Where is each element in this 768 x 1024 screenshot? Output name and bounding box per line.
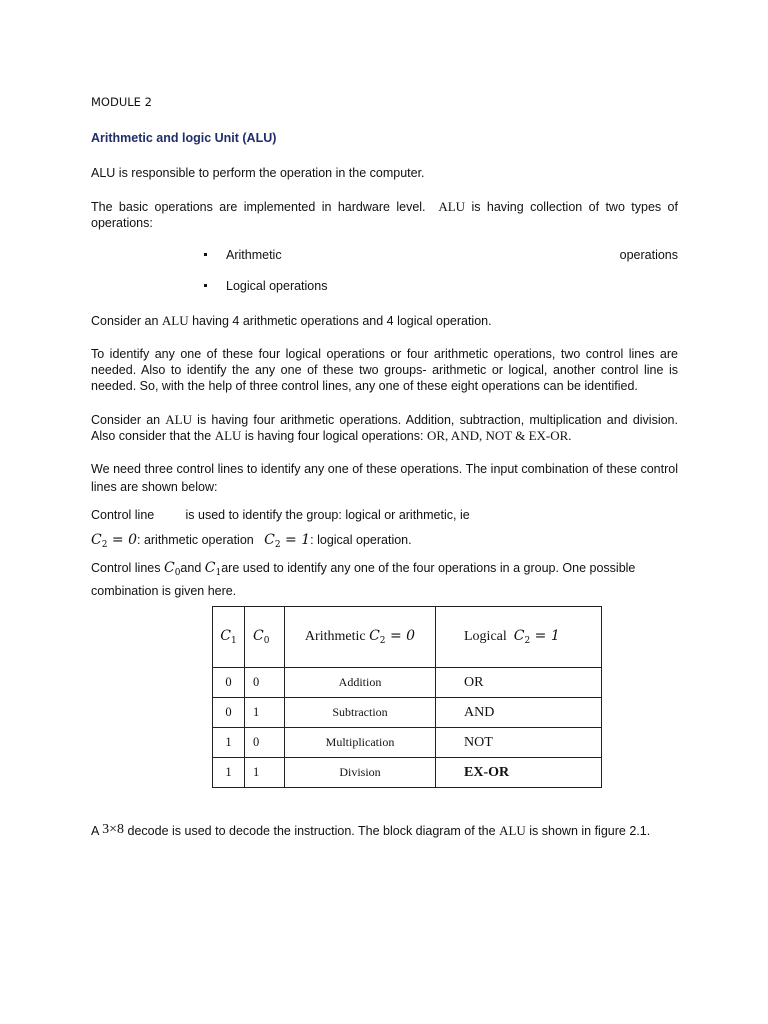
- bullet-arithmetic: Arithmetic operations: [204, 247, 678, 263]
- header-c1: $C_1$: [213, 607, 245, 668]
- cell-logical: NOT: [436, 728, 602, 758]
- paragraph-three-control-lines: We need three control lines to identify any one of these operations. The input combination of these control lines are shown below:: [91, 462, 678, 494]
- paragraph-decoder: A 3×8 decode is used to decode the instruction. The block diagram of the ALU is shown in figure 2.1.: [91, 822, 651, 838]
- paragraph-basic-operations: The basic operations are implemented in hardware level. ALU is having collection of two types of operations:: [91, 199, 678, 230]
- cell-c1: 1: [213, 728, 245, 758]
- cell-c0: 0: [245, 668, 285, 698]
- table-row: [213, 668, 602, 698]
- cell-c0: 0: [245, 728, 285, 758]
- paragraph-c0-c1-lines: Control lines $C_0and$ $C_1are$ used to identify any one of the four operations in a group. One possible combination is given here.: [91, 560, 636, 598]
- c1-symbol: $C_1$: [204, 560, 222, 578]
- paragraph-control-line-group: Control line is used to identify the group: logical or arithmetic, ie: [91, 508, 470, 522]
- cell-arithmetic: Addition: [285, 668, 436, 698]
- cell-logical: EX-OR: [436, 758, 602, 788]
- cell-c1: 1: [213, 758, 245, 788]
- cell-c1: 0: [213, 698, 245, 728]
- c2-zero-expression: $C_2 = 0$: [91, 532, 137, 550]
- cell-arithmetic: Multiplication: [285, 728, 436, 758]
- paragraph-alu-operations: Consider an ALU is having four arithmetic operations. Addition, subtraction, multiplication and division. Also consider that the ALU is having four logical operations: OR, AND, NOT & EX-OR.: [91, 412, 678, 443]
- table-row: [213, 698, 602, 728]
- header-c0: $C_0$: [245, 607, 285, 668]
- header-arithmetic: Arithmetic $C_2 = 0$: [285, 607, 436, 668]
- table-row: [213, 728, 602, 758]
- cell-logical: OR: [436, 668, 602, 698]
- cell-logical: AND: [436, 698, 602, 728]
- cell-c0: 1: [245, 758, 285, 788]
- cell-c0: 1: [245, 698, 285, 728]
- decoder-size: 3×8: [102, 822, 125, 837]
- cell-c1: 0: [213, 668, 245, 698]
- c2-one-expression: $C_2 = 1$: [264, 532, 311, 550]
- table-row: [213, 758, 602, 788]
- paragraph-alu-responsibility: ALU is responsible to perform the operation in the computer.: [91, 166, 425, 180]
- bullet-logical: Logical operations: [204, 278, 678, 294]
- paragraph-c2-values: $C_2 = 0$: arithmetic operation $C_2 = 1$: logical operation.: [91, 532, 412, 550]
- c0-symbol: $C_0$: [163, 560, 181, 578]
- bullet-icon: [204, 253, 207, 256]
- module-title: MODULE 2: [91, 95, 152, 109]
- header-logical: Logical $C_2 = 1$: [436, 607, 602, 668]
- operation-table: [212, 606, 602, 788]
- paragraph-four-operations: Consider an ALU having 4 arithmetic operations and 4 logical operation.: [91, 313, 492, 328]
- cell-arithmetic: Division: [285, 758, 436, 788]
- section-heading: Arithmetic and logic Unit (ALU): [91, 131, 277, 145]
- paragraph-control-lines-needed: To identify any one of these four logical operations or four arithmetic operations, two control lines are needed. Also to identify the any one of these two groups- arithmetic or logical, another control line is needed. So, with the help of three control lines, any one of these eight operations can be identified.: [91, 347, 678, 393]
- table-header-row: [213, 607, 602, 668]
- cell-arithmetic: Subtraction: [285, 698, 436, 728]
- bullet-icon: [204, 284, 207, 287]
